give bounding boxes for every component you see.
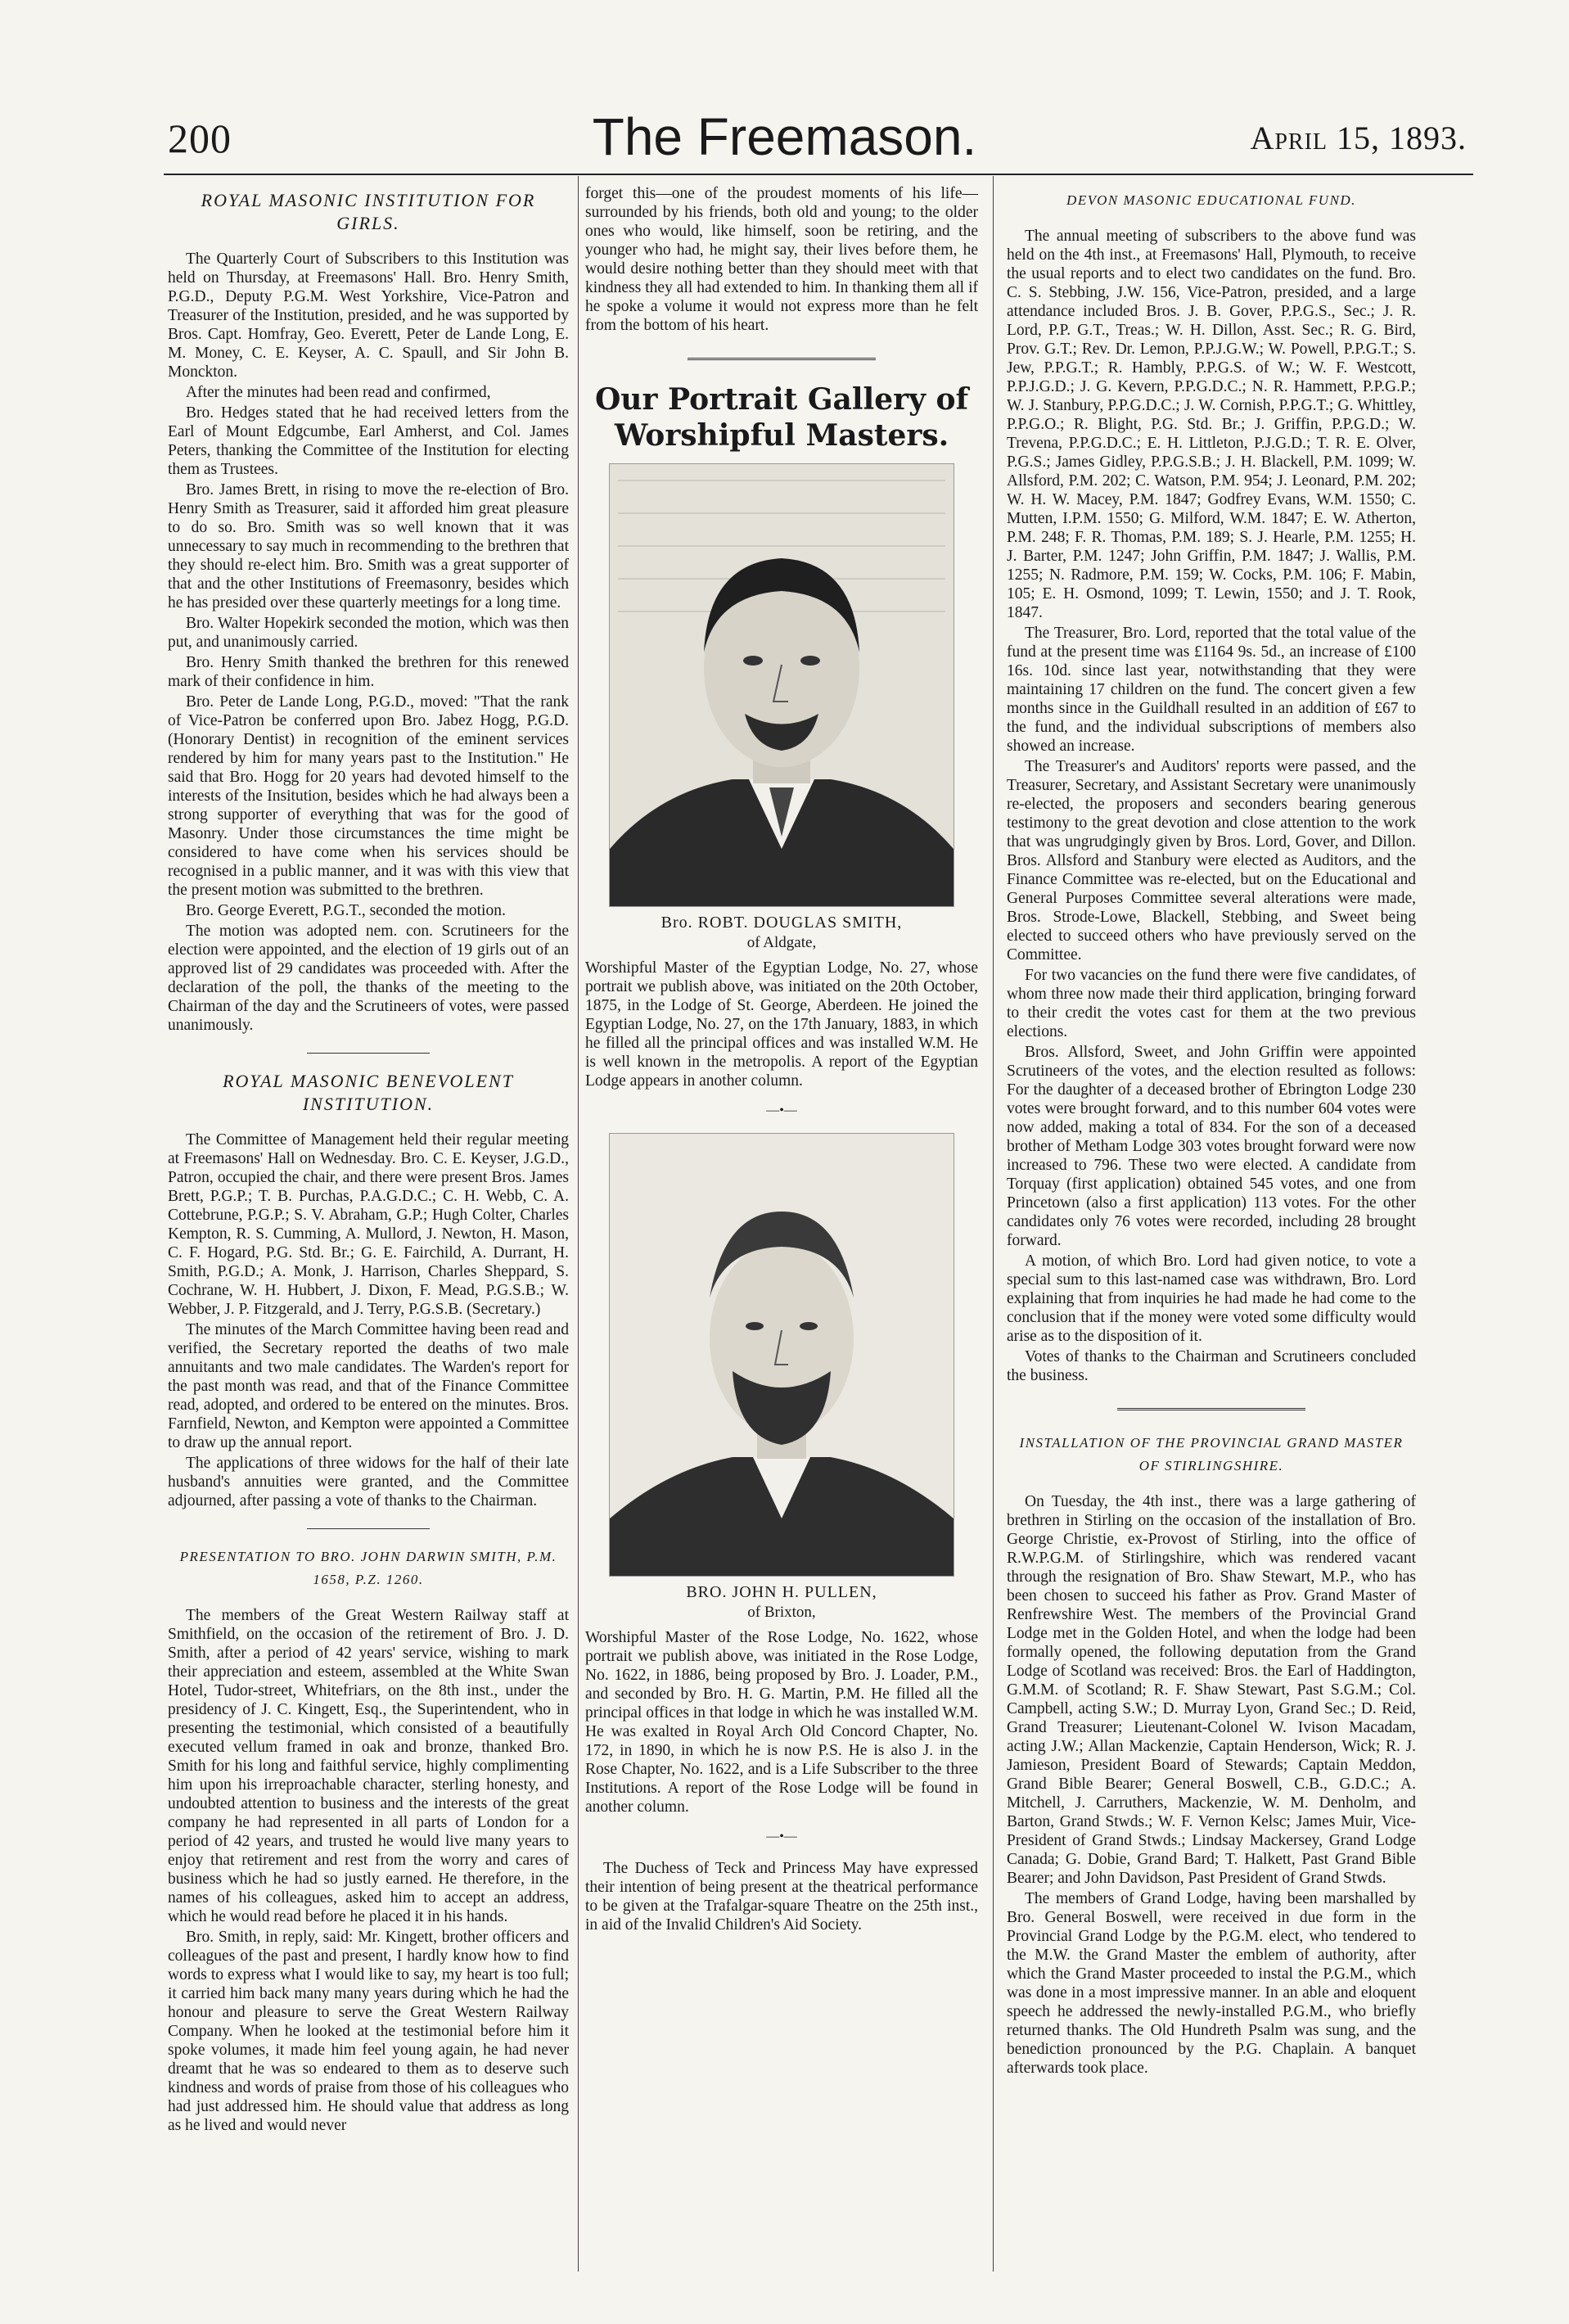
rmig-paragraph: Bro. Hedges stated that he had received letters from the Earl of Mount Edgcumbe, Earl Amherst, and Col. James Peters, thanking the Committee of the Institution for electing them as Trustees. [168,404,569,478]
header-rule [164,174,1473,175]
rmig-paragraph: The Quarterly Court of Subscribers to this Institution was held on Thursday, at Freemasons' Hall. Bro. Henry Smith, P.G.D., Deputy P.G.M. West Yorkshire, Vice-Patron and Treasurer of the Institution, presided, and he was supported by Bros. Capt. Homfray, Geo. Everett, Peter de Lande Long, E. M. Money, C. E. Keyser, A. C. Spaull, and Sir John B. Monckton. [168,250,569,381]
page-number: 200 [168,115,232,161]
column-right [1007,184,1416,2280]
stirling-heading: INSTALLATION OF THE PROVINCIAL GRAND MASTER OF STIRLINGSHIRE. [1019,1435,1404,1473]
rmbi-paragraph: The minutes of the March Committee having been read and verified, the Secretary reported the deaths of two male annuitants and two male candidates. The Warden's report for the past month was read, and that of the Finance Committee read, adopted, and ordered to be entered on the minutes. Bros. Farnfield, Newton, and Kempton were appointed a Committee to draw up the annual report. [168,1321,569,1451]
column-rule-left [578,176,579,2272]
column-rule-right [993,176,994,2272]
issue-date: April 15, 1893. [1250,120,1467,156]
devon-paragraph: The annual meeting of subscribers to the above fund was held on the 4th inst., at Freemasons' Hall, Plymouth, to receive the usual reports and to elect two candidates on the fund. Bro. C. S. Stebbing, J.W. 156, Vice-Patron, presided, and a large attendance included Bros. J. B. Gover, P.P.G.S., Sec.; J. R. Lord, P.P. G.T., Treas.; W. H. Dillon, Asst. Sec.; R. G. Bird, Prov. G.T.; Rev. Dr. Lemon, P.P.J.G.W.; W. Powell, P.P.G.T.; S. Jew, P.P.G.T.; R. Hambly, P.P.G.S. of W.; W. F. Westcott, P.P.J.G.D.; J. G. Kevern, P.P.G.D.C.; N. R. Hammett, P.P.G.P.; W. J. Stanbury, P.P.G.D.C.; J. W. Cornish, P.P.G.T.; G. Whittley, P.P.G.O.; R. Blight, P.G. Std. Br.; J. Griffin, P.P.G.D.; W. Trevena, P.P.G.D.C.; E. H. Littleton, P.J.G.D.; T. R. E. Olver, P.G.S.; James Gidley, P.P.G.S.B.; J. H. Blackell, P.M. 1099; W. Allsford, P.M. 202; C. Watson, P.M. 954; J. Leonard, P.M. 202; W. H. W. Macey, P.M. 1847; Godfrey Evans, W.M. 1550; C. Mutten, I.P.M. 1550; G. Milford, W.M. 1847; E. W. Atherton, P.M. 248; F. R. Thomas, P.M. 189; S. J. Hearle, P.M. 1255; H. J. Barter, P.M. 1247; John Griffin, P.M. 1847; J. Wallis, P.M. 1255; N. Radmore, P.M. 159; W. Cocks, P.M. 106; F. Mabin, 105; E. H. Osmond, 1099; T. Lewin, 1550; and J. T. Rook, 1847. [1007,228,1416,621]
rmig-paragraph: After the minutes had been read and confirmed, [186,384,491,401]
section-divider [307,1528,430,1529]
column-middle [585,184,978,2280]
rmig-paragraph: The motion was adopted nem. con. Scrutineers for the election were appointed, and the election of 19 girls out of an approved list of 29 candidates was proceeded with. After the declaration of the poll, the thanks of the meeting to the Chairman of the day and the Scrutineers of votes, were passed unanimously. [168,923,569,1034]
divider-ornament: —•— [766,1830,797,1843]
column-left [168,184,569,2280]
duchess-paragraph: The Duchess of Teck and Princess May have expressed their intention of being present at the theatrical performance to be given at the Trafalgar-square Theatre on the 25th inst., in aid of the Invalid Children's Aid Society. [585,1860,978,1934]
rmbi-paragraph: The applications of three widows for the half of their late husband's annuities were granted, and the Committee adjourned, after passing a vote of thanks to the Chairman. [168,1455,569,1509]
stirling-paragraph: On Tuesday, the 4th inst., there was a large gathering of brethren in Stirling on the occasion of the installation of Bro. George Christie, ex-Provost of Stirling, into the office of R.W.P.G.M. of Stirlingshire, which was rendered vacant through the resignation of Bro. Shaw Stewart, M.P., who has been chosen to succeed his father as Prov. Grand Master of Renfrewshire West. The members of the Provincial Grand Lodge met in the Golden Hotel, and when the lodge had been formally opened, the following deputation from the Grand Lodge of Scotland was received: Bros. the Earl of Haddington, G.M.M. of Scotland; R. F. Shaw Stewart, Past S.G.M.; Col. Campbell, acting S.W.; D. Murray Lyon, Grand Sec.; D. Reid, Grand Treasurer; Lieutenant-Colonel W. Ivison Macadam, acting J.W.; Allan Mackenzie, Captain Henderson, Wick; R. J. Jamieson, President Board of Stewards; Captain Meddon, Grand Bible Bearer; General Boswell, C.B., G.D.C.; A. Mitchell, J. Carruthers, Mackenzie, W. M. Denholm, and Barton, Grand Stwds.; W. F. Vernon Kelsc; James Muir, Vice-President of Grand Stwds.; Lindsay Mackersey, Grand Lodge Canada; G. Dobie, Grand Bard; T. Halkett, Past Grand Bible Bearer; and John Davidson, Past President of Grand Stwds. [1007,1493,1416,1887]
rmig-paragraph: Bro. James Brett, in rising to move the re-election of Bro. Henry Smith as Treasurer, said it afforded him great pleasure to do so. Bro. Smith was so well known that it was unnecessary to say much in recommending to the brethren that they should re-elect him. Bro. Smith was a great supporter of that and the other Institutions of Freemasonry, besides which he has presided over these quarterly meetings for a long time. [168,481,569,611]
masthead [0,0,1569,164]
stirling-paragraph: The members of Grand Lodge, having been marshalled by Bro. General Boswell, were received in due form in the Provincial Grand Lodge by the P.G.M. elect, who tendered to the M.W. the Grand Master the emblem of authority, after which the Grand Master proceeded to instal the P.G.M., which was done in a most impressive manner. In an able and eloquent speech he addressed the newly-installed P.G.M., who briefly returned thanks. The Old Hundreth Psalm was sung, and the benediction pronounced by the P.G. Chaplain. A banquet afterwards took place. [1007,1890,1416,2077]
section-divider [307,1053,430,1054]
portrait-caption-name: BRO. JOHN H. PULLEN, [686,1583,877,1601]
presentation-paragraph: Bro. Smith, in reply, said: Mr. Kingett, brother officers and colleagues of the past and present, I hardly know how to find words to express what I would like to say, my heart is too full; it carried him back many many years during which he had the honour and pleasure to serve the Great Western Railway Company. When he looked at the testimonial before him it spoke volumes, it made him feel young again, he had never dreamt that he was so endeared to them as to deserve such kindness and words of praise from those of his colleagues who had just addressed him. He should value that address as long as he lived and would never [168,1929,569,2134]
devon-paragraph: A motion, of which Bro. Lord had given notice, to vote a special sum to this last-named case was withdrawn, Bro. Lord explaining that from inquiries he had made he had come to the conclusion that if the money were voted some difficulty would arise as to the disposition of it. [1007,1252,1416,1345]
devon-heading: DEVON MASONIC EDUCATIONAL FUND. [1066,192,1356,208]
presentation-paragraph: The members of the Great Western Railway staff at Smithfield, on the occasion of the retirement of Bro. J. D. Smith, after a period of 42 years' service, wishing to mark their appreciation and esteem, assembled at the White Swan Hotel, Tudor-street, Whitefriars, on the 8th inst., under the presidency of J. C. Kingett, Esq., the Superintendent, who in presenting the testimonial, which consisted of a beautifully executed vellum framed in oak and bronze, thanked Bro. Smith for his long and faithful service, highly complimenting him upon his irreproachable character, sterling honesty, and undoubted attention to business and the interests of the great company he had represented in all parts of London for a period of 42 years, and trusted he would live many years to enjoy that retirement and rest from the worry and cares of business which he had so justly earned. He therefore, in the names of his colleagues, asked him to accept an address, which he would read before he placed it in his hands. [168,1607,569,1925]
section-divider [688,358,876,363]
devon-paragraph: For two vacancies on the fund there were five candidates, of whom three now made their third application, bringing forward to their credit the votes cast for them at the two previous elections. [1007,967,1416,1040]
presentation-heading: PRESENTATION TO BRO. JOHN DARWIN SMITH, P.M. 1658, P.Z. 1260. [179,1549,557,1587]
rmig-paragraph: Bro. Walter Hopekirk seconded the motion, which was then put, and unanimously carried. [168,615,569,651]
continuation-paragraph: forget this—one of the proudest moments of his life—surrounded by his friends, both old and young; to the older ones who would, like himself, soon be retiring, and the younger who had, he might say, their lives before them, he would desire nothing better than they should meet with that kindness they all had extended to him. In thanking them all if he spoke a volume it would not express more than he felt from the bottom of his heart. [585,185,978,334]
gallery-heading: Our Portrait Gallery of Worshipful Masters. [594,382,969,453]
portrait-caption-place: of Brixton, [747,1604,816,1621]
portrait-caption-place: of Aldgate, [746,934,817,951]
devon-paragraph: Bros. Allsford, Sweet, and John Griffin were appointed Scrutineers of the votes, and the election resulted as follows: For the daughter of a deceased brother of Ebrington Lodge 230 votes were brought forward, and to this number 604 votes were now added, making a total of 834. For the son of a deceased brother of Metham Lodge 303 votes brought forward were now increased to 796. These two were elected. A candidate from Torquay (first application) obtained 545 votes, and one from Princetown (also a first application) 113 votes. For the other candidates only 76 votes were recorded, including 28 brought forward. [1007,1044,1416,1249]
portrait-biography: Worshipful Master of the Egyptian Lodge, No. 27, whose portrait we publish above, was initiated on the 20th October, 1875, in the Lodge of St. George, Aberdeen. He joined the Egyptian Lodge, No. 27, on the 17th January, 1883, in which he filled all the principal offices and was installed W.M. He is well known in the metropolis. A report of the Egyptian Lodge appears in another column. [585,959,978,1090]
rmbi-heading: ROYAL MASONIC BENEVOLENT INSTITUTION. [223,1071,514,1114]
devon-paragraph: The Treasurer, Bro. Lord, reported that the total value of the fund at the present time was £1164 9s. 5d., an increase of £100 16s. 10d. since last year, notwithstanding that they were maintaining 17 children on the fund. The concert given a few months since in the Guildhall resulted in an addition of £67 to the fund, and the individual subscriptions of members also showed an increase. [1007,625,1416,755]
portrait-caption-name: Bro. ROBT. DOUGLAS SMITH, [661,914,903,932]
rmig-paragraph: Bro. Henry Smith thanked the brethren for this renewed mark of their confidence in him. [168,654,569,690]
divider-ornament: —•— [766,1103,797,1117]
journal-title: The Freemason. [592,107,977,166]
devon-paragraph: Votes of thanks to the Chairman and Scrutineers concluded the business. [1007,1348,1416,1384]
rmig-heading: ROYAL MASONIC INSTITUTION FOR GIRLS. [201,190,536,233]
rmig-paragraph: Bro. Peter de Lande Long, P.G.D., moved: "That the rank of Vice-Patron be conferred upon Bro. Jabez Hogg, P.G.D. (Honorary Dentist) in recognition of the eminent services rendered by him for many years past to the Institution." He said that Bro. Hogg for 20 years had devoted himself to the interests of the Insitution, besides which he had always been a strong supporter of everything that was for the good of Masonry. Under those circumstances the time might be considered to have come when his services should be recognised in a public manner, and it was with this view that the present motion was submitted to the brethren. [168,693,569,899]
portrait-john-h-pullen [609,1133,954,1577]
section-divider [1117,1408,1305,1414]
portrait-robt-douglas-smith [609,463,954,907]
devon-paragraph: The Treasurer's and Auditors' reports were passed, and the Treasurer, Secretary, and Assistant Secretary were unanimously re-elected, the proposers and seconders bearing generous testimony to the great devotion and close attention to the work that was ungrudgingly given by Bros. Lord, Gover, and Dillon. Bros. Allsford and Stanbury were elected as Auditors, and the Finance Committee was re-elected, but on the Educational and General Purposes Committee several alterations were made, Bros. Strode-Lowe, Blackell, Stebbing, and Sweet being elected to succeed others who have previously served on the Committee. [1007,758,1416,963]
rmbi-paragraph: The Committee of Management held their regular meeting at Freemasons' Hall on Wednesday. Bro. C. E. Keyser, J.G.D., Patron, occupied the chair, and there were present Bros. James Brett, P.G.P.; T. B. Purchas, P.A.G.D.C.; C. H. Webb, C. A. Cottebrune, P.G.P.; S. V. Abraham, G.P.; Hugh Colter, Charles Kempton, R. S. Cumming, A. Mullord, J. Newton, H. Mason, C. F. Hogard, P.G. Std. Br.; G. E. Fairchild, A. Durrant, H. Smith, P.G.D.; A. Monk, J. Harrison, Charles Sheppard, S. Cochrane, W. H. Hubbert, J. Dixon, F. Mead, P.G.S.B.; W. Webber, J. P. Fitzgerald, and J. Terry, P.G.S.B. (Secretary.) [168,1131,569,1318]
rmig-paragraph: Bro. George Everett, P.G.T., seconded the motion. [186,902,506,919]
portrait-biography: Worshipful Master of the Rose Lodge, No. 1622, whose portrait we publish above, was initiated in the Rose Lodge, No. 1622, in 1886, being proposed by Bro. J. Loader, P.M., and seconded by Bro. H. G. Martin, P.M. He filled all the principal offices in that lodge in which he was installed W.M. He was exalted in Royal Arch Old Concord Chapter, No. 172, in 1890, in which he is now P.S. He is also J. in the Rose Chapter, No. 1622, and is a Life Subscriber to the three Institutions. A report of the Rose Lodge will be found in another column. [585,1629,978,1816]
